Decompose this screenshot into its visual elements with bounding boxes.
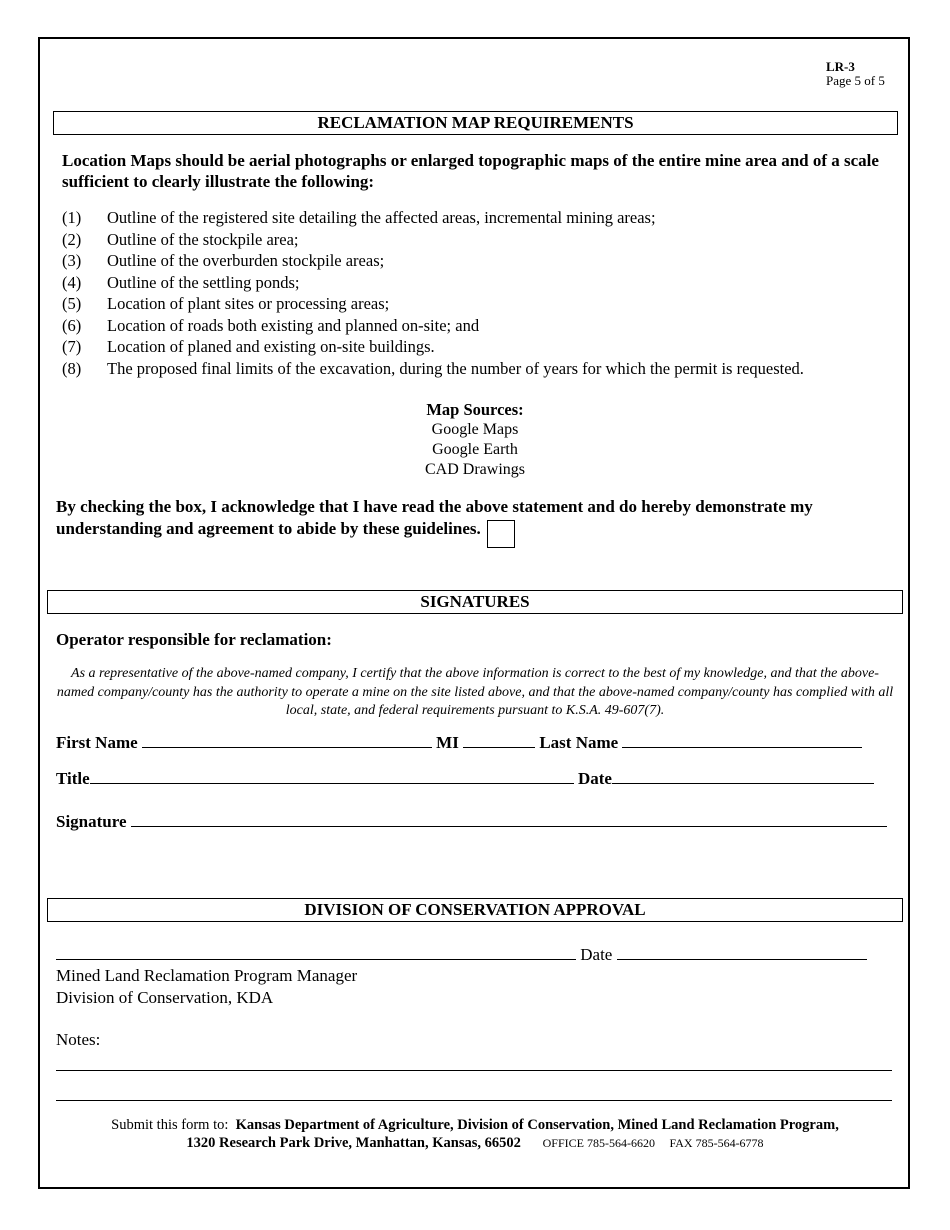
list-item-number: (3)	[62, 251, 82, 270]
reclamation-section-title: RECLAMATION MAP REQUIREMENTS	[53, 111, 898, 135]
list-item-number: (6)	[62, 315, 82, 335]
submit-prefix: Submit this form to:	[111, 1117, 229, 1133]
list-item	[62, 229, 888, 251]
list-item-text: Location of planed and existing on-site buildings.	[107, 337, 435, 356]
list-item	[62, 358, 888, 380]
division-name: Division of Conservation, KDA	[56, 988, 274, 1007]
map-source-item: Google Earth	[432, 441, 518, 458]
reclamation-lead-text: Location Maps should be aerial photographs or enlarged topographic maps of the entire mine area and of a scale sufficient to clearly illustrate the following:	[62, 151, 879, 191]
page-number: Page 5 of 5	[826, 73, 885, 88]
map-sources	[0, 400, 950, 480]
acknowledge-checkbox[interactable]	[487, 520, 515, 548]
signature-row	[56, 812, 887, 832]
manager-title: Mined Land Reclamation Program Manager	[56, 966, 358, 985]
list-item	[62, 336, 888, 358]
list-item-number: (4)	[62, 272, 82, 292]
notes-line[interactable]	[56, 1100, 892, 1101]
list-item-text: Location of roads both existing and planned on-site; and	[107, 315, 480, 335]
list-item-text: The proposed final limits of the excavation, during the number of years for which the permit is requested.	[107, 358, 804, 378]
date-label: Date	[577, 769, 612, 788]
office-phone: OFFICE 785-564-6620	[542, 1136, 655, 1150]
title-field[interactable]	[90, 769, 574, 784]
notes-label: Notes:	[56, 1030, 101, 1049]
list-item	[62, 315, 888, 337]
requirements-list	[62, 207, 888, 379]
title-row	[56, 769, 874, 789]
first-name-label: First Name	[56, 733, 138, 752]
approval-date-label: Date	[580, 945, 613, 964]
list-item-number: (8)	[62, 358, 82, 378]
agency-address: 1320 Research Park Drive, Manhattan, Kansas, 66502	[186, 1135, 521, 1151]
list-item	[62, 272, 888, 294]
list-item	[62, 293, 888, 315]
notes-line[interactable]	[56, 1070, 892, 1071]
mi-label: MI	[436, 733, 459, 752]
list-item-text: Location of plant sites or processing areas;	[107, 294, 390, 313]
name-row	[56, 733, 862, 753]
approval-date-field[interactable]	[617, 945, 867, 960]
last-name-label: Last Name	[539, 733, 619, 752]
form-code: LR-3	[826, 59, 855, 74]
last-name-field[interactable]	[622, 733, 862, 748]
signature-label: Signature	[56, 812, 127, 831]
list-item-text: Outline of the settling ponds;	[107, 272, 300, 292]
map-sources-heading: Map Sources:	[426, 400, 524, 419]
list-item	[62, 250, 888, 272]
mi-field[interactable]	[463, 733, 535, 748]
approval-section-title: DIVISION OF CONSERVATION APPROVAL	[47, 898, 903, 922]
approval-signature-field[interactable]	[56, 945, 576, 960]
agency-name: Kansas Department of Agriculture, Division of Conservation, Mined Land Reclamation Program,	[235, 1117, 839, 1133]
signature-field[interactable]	[131, 812, 887, 827]
approval-signature-row	[56, 945, 867, 965]
map-source-item: CAD Drawings	[425, 461, 525, 478]
list-item-text: Outline of the stockpile area;	[107, 229, 299, 249]
first-name-field[interactable]	[142, 733, 432, 748]
footer	[0, 1116, 950, 1152]
acknowledgement-text: By checking the box, I acknowledge that I have read the above statement and do hereby demonstrate my understanding and agreement to abide by these guidelines.	[56, 497, 813, 538]
operator-label: Operator responsible for reclamation:	[56, 630, 332, 649]
title-label: Title	[56, 769, 90, 788]
list-item-number: (7)	[62, 337, 82, 356]
map-source-item: Google Maps	[431, 421, 519, 438]
certification-text: As a representative of the above-named company, I certify that the above information is correct to the best of my knowledge, and that the above-named company/county has the authority to operate a mine on the site listed above, and that the above-named company/county has complied with all local, state, and federal requirements pursuant to K.S.A. 49-607(7).	[56, 666, 894, 718]
list-item-text: Outline of the overburden stockpile areas;	[107, 251, 385, 270]
signatures-section-title: SIGNATURES	[47, 590, 903, 614]
list-item	[62, 207, 888, 229]
fax-number: FAX 785-564-6778	[669, 1136, 764, 1150]
list-item-number: (1)	[62, 208, 82, 227]
acknowledgement	[56, 496, 896, 548]
date-field[interactable]	[612, 769, 874, 784]
list-item-number: (2)	[62, 229, 82, 249]
list-item-text: Outline of the registered site detailing the affected areas, incremental mining areas;	[107, 208, 656, 227]
list-item-number: (5)	[62, 294, 82, 313]
